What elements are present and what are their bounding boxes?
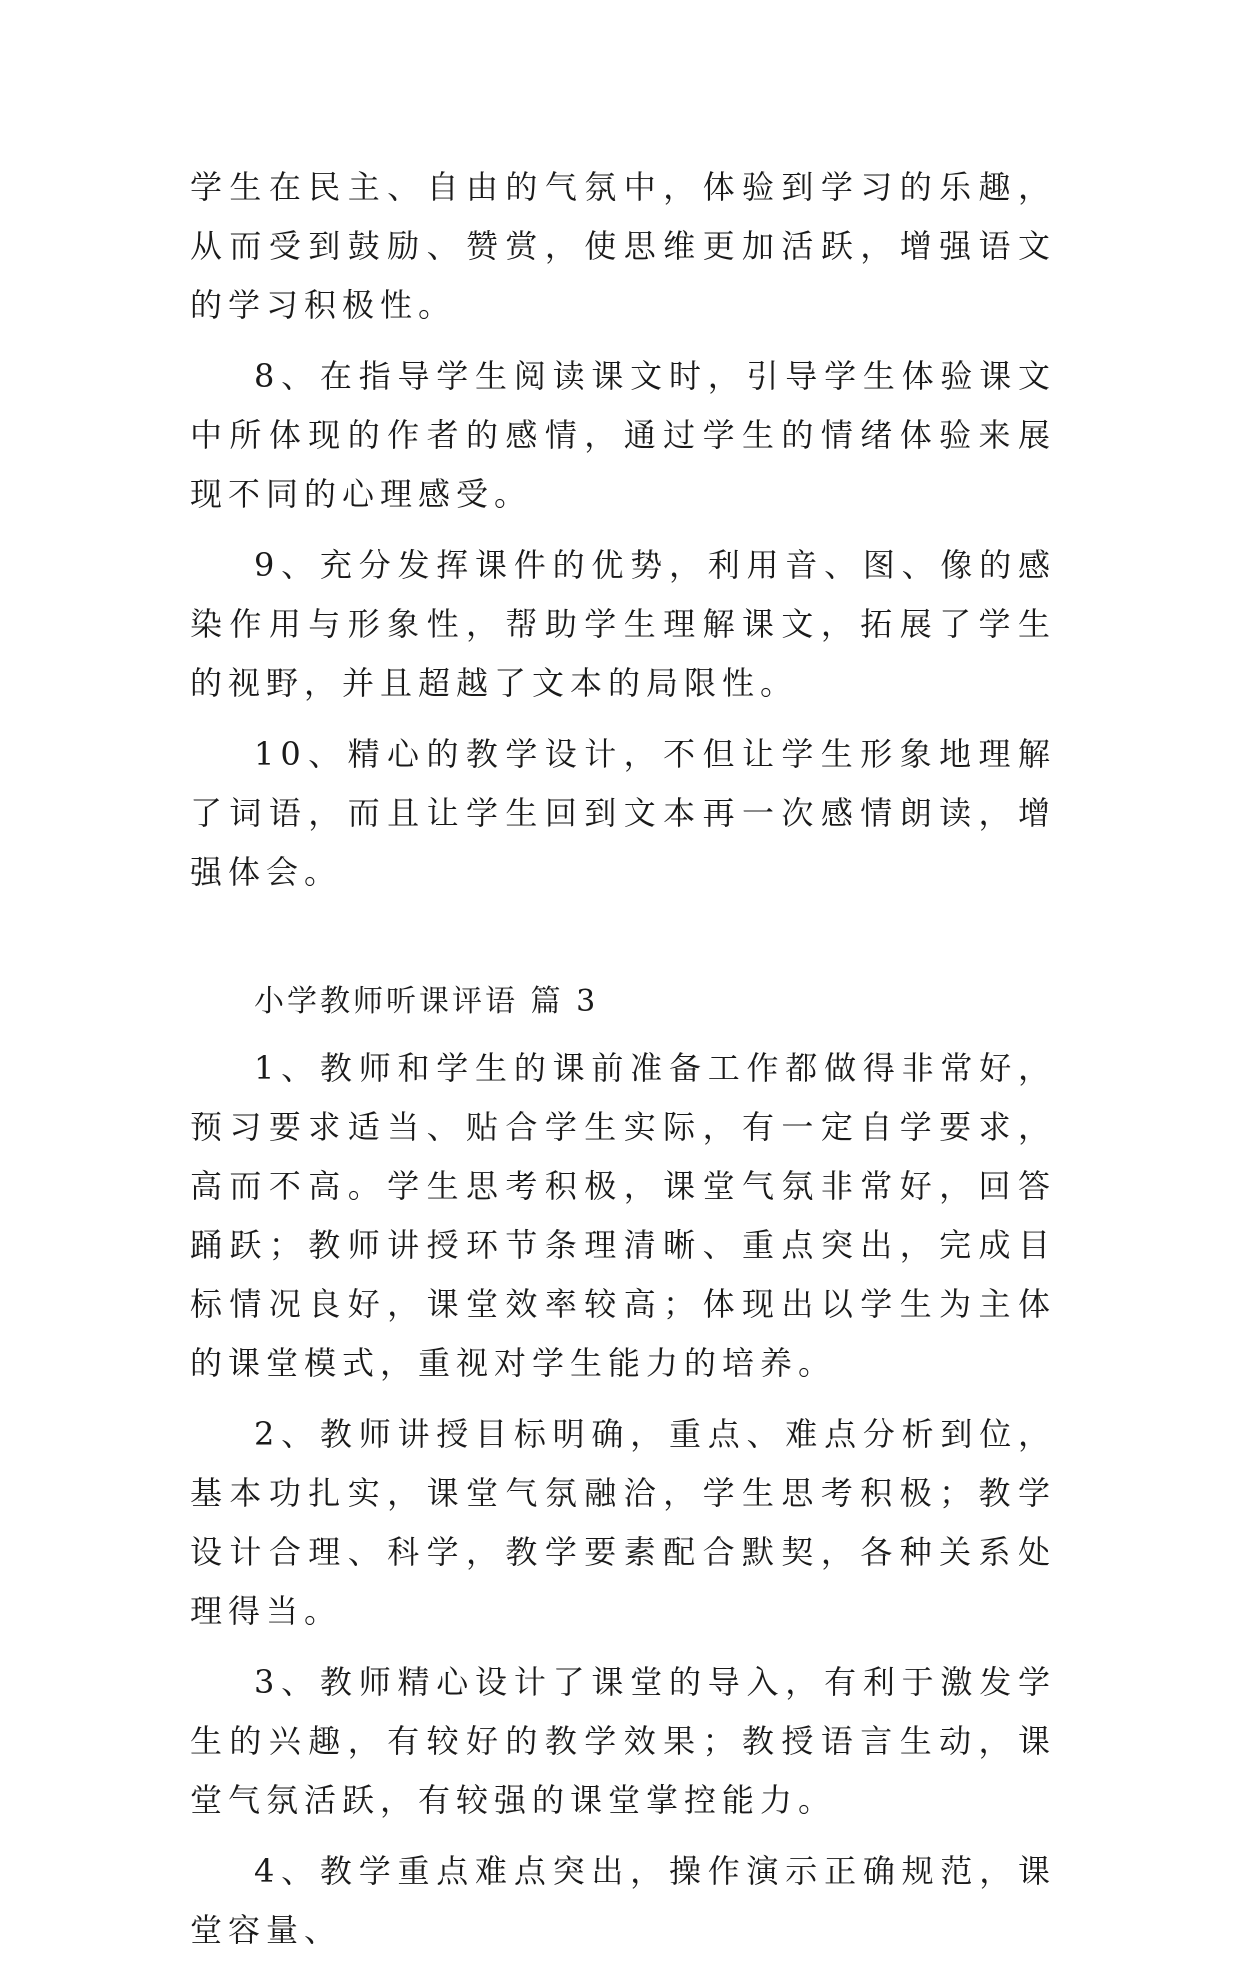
document-page bbox=[190, 158, 1056, 1972]
paragraph-item-10: 10、精心的教学设计，不但让学生形象地理解了词语，而且让学生回到文本再一次感情朗读，增强体会。 bbox=[190, 735, 1056, 891]
section-spacer bbox=[190, 914, 1056, 972]
paragraph-continuation: 学生在民主、自由的气氛中，体验到学习的乐趣，从而受到鼓励、赞赏，使思维更加活跃，增强语文的学习积极性。 bbox=[190, 168, 1056, 324]
paragraph-item-8: 8、在指导学生阅读课文时，引导学生体验课文中所体现的作者的感情，通过学生的情绪体验来展现不同的心理感受。 bbox=[190, 357, 1056, 513]
paragraph-item-3: 3、教师精心设计了课堂的导入，有利于激发学生的兴趣，有较好的教学效果；教授语言生动，课堂气氛活跃，有较强的课堂掌控能力。 bbox=[190, 1663, 1056, 1819]
section-heading: 小学教师听课评语 篇 3 bbox=[254, 984, 599, 1019]
paragraph-item-9: 9、充分发挥课件的优势，利用音、图、像的感染作用与形象性，帮助学生理解课文，拓展了学生的视野，并且超越了文本的局限性。 bbox=[190, 546, 1056, 702]
paragraph-item-1: 1、教师和学生的课前准备工作都做得非常好，预习要求适当、贴合学生实际，有一定自学要求，高而不高。学生思考积极，课堂气氛非常好，回答踊跃；教师讲授环节条理清晰、重点突出，完成目标情况良好，课堂效率较高；体现出以学生为主体的课堂模式，重视对学生能力的培养。 bbox=[190, 1049, 1056, 1382]
paragraph-item-4: 4、教学重点难点突出，操作演示正确规范，课堂容量、 bbox=[190, 1852, 1056, 1949]
paragraph-item-2: 2、教师讲授目标明确，重点、难点分析到位，基本功扎实，课堂气氛融洽，学生思考积极；教学设计合理、科学，教学要素配合默契，各种关系处理得当。 bbox=[190, 1415, 1056, 1630]
